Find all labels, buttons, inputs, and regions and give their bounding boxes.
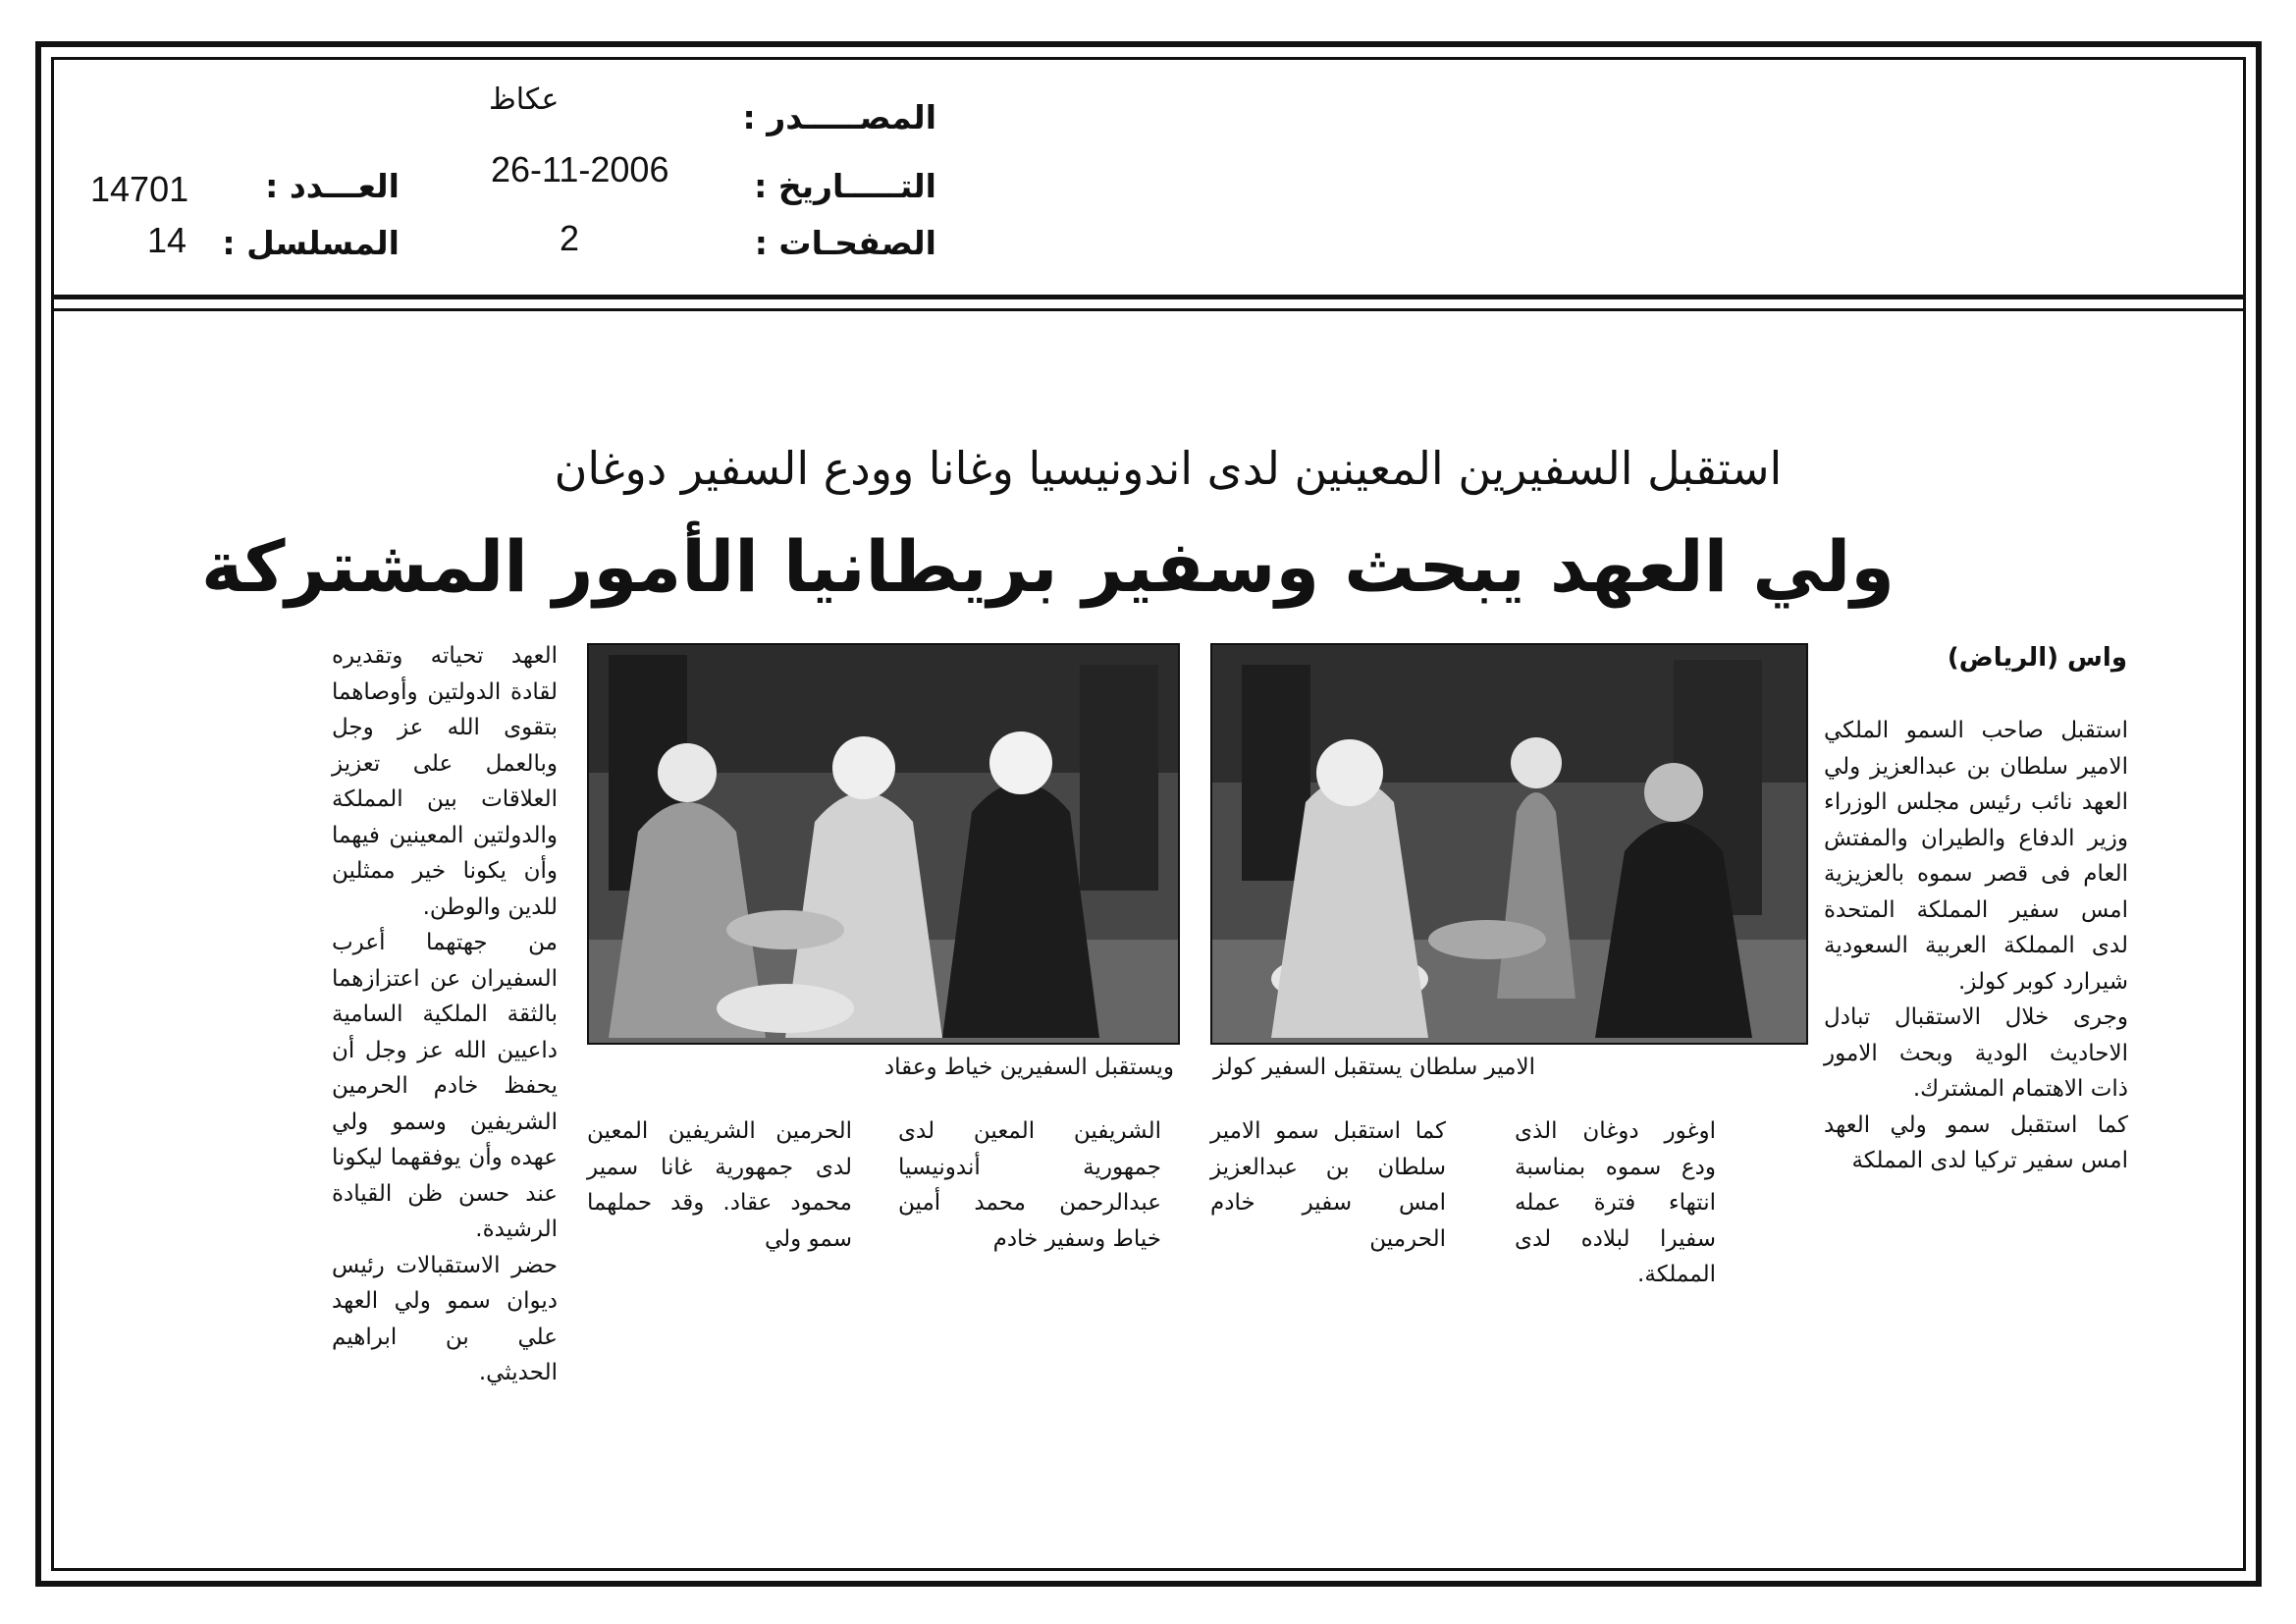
pages-label: الصفحـات : [754,224,936,262]
issue-value: 14701 [90,169,189,209]
column-1-paragraph: كما استقبل سمو ولي العهد امس سفير تركيا لدى المملكة [1824,1111,2128,1173]
article-column-2: اوغور دوغان الذى ودع سموه بمناسبة انتهاء فترة عمله سفيرا لبلاده لدى المملكة. [1515,1118,1716,1287]
photo-prince-receiving-ambassador-cowles [1210,643,1808,1045]
serial-label: المسلسل : [222,224,400,262]
pages-value: 2 [560,218,580,258]
article-subheadline: استقبل السفيرين المعينين لدى اندونيسيا وغانا وودع السفير دوغان [554,442,1783,495]
article-column-5: الحرمين الشريفين المعين لدى جمهورية غانا سمير محمود عقاد. وقد حملهما سمو ولي [587,1118,852,1252]
column-6-paragraph: من جهتهما أعرب السفيران عن اعتزازهما بالثقة الملكية السامية داعيين الله عز وجل أن يحفظ خادم الحرمين الشريفين وسمو ولي عهده وأن يوفقهما ليكونا عند حسن ظن القيادة الرشيدة. [332,930,558,1242]
serial-value: 14 [147,220,187,260]
article-column-1 [1824,713,2128,1179]
header-divider-secondary [51,308,2246,311]
article-column-6 [332,638,558,1391]
article-byline: واس (الرياض) [1947,643,2127,673]
source-value: عكاظ [489,82,560,117]
column-1-paragraph: استقبل صاحب السمو الملكي الامير سلطان بن عبدالعزيز ولي العهد نائب رئيس مجلس الوزراء وزير الدفاع والطيران والمفتش العام فى قصر سموه بالعزيزية امس سفير المملكة المتحدة لدى المملكة العربية السعودية شيرارد كوبر كولز. [1824,718,2128,995]
column-1-paragraph: وجرى خلال الاستقبال تبادل الاحاديث الودية وبحث الامور ذات الاهتمام المشترك. [1824,1004,2128,1102]
article-column-3: كما استقبل سمو الامير سلطان بن عبدالعزيز امس سفير خادم الحرمين [1210,1118,1446,1252]
date-value: 26-11-2006 [491,149,669,189]
article-headline: ولي العهد يبحث وسفير بريطانيا الأمور المشتركة [201,525,1895,608]
date-label: التـــــاريخ : [754,167,936,205]
source-label: المصـــــدر : [742,98,936,136]
article-column-4: الشريفين المعين لدى جمهورية أندونيسيا عبدالرحمن محمد أمين خياط وسفير خادم [898,1118,1161,1252]
header-divider [51,295,2246,299]
photo-1-caption: الامير سلطان يستقبل السفير كولز [1213,1055,1535,1080]
photo-1-illustration [1212,645,1806,1043]
photo-2-illustration [589,645,1178,1043]
issue-label: العـــدد : [265,167,400,205]
column-6-paragraph: العهد تحياته وتقديره لقادة الدولتين وأوصاهما بتقوى الله عز وجل وبالعمل على تعزيز العلاقات بين المملكة والدولتين المعينين فيهما وأن يكونا خير ممثلين للدين والوطن. [332,643,558,920]
photo-prince-receiving-ambassadors-khayat-aqqad [587,643,1180,1045]
photo-2-caption: ويستقبل السفيرين خياط وعقاد [883,1055,1174,1080]
column-6-paragraph: حضر الاستقبالات رئيس ديوان سمو ولي العهد علي بن ابراهيم الحديثي. [332,1252,558,1385]
